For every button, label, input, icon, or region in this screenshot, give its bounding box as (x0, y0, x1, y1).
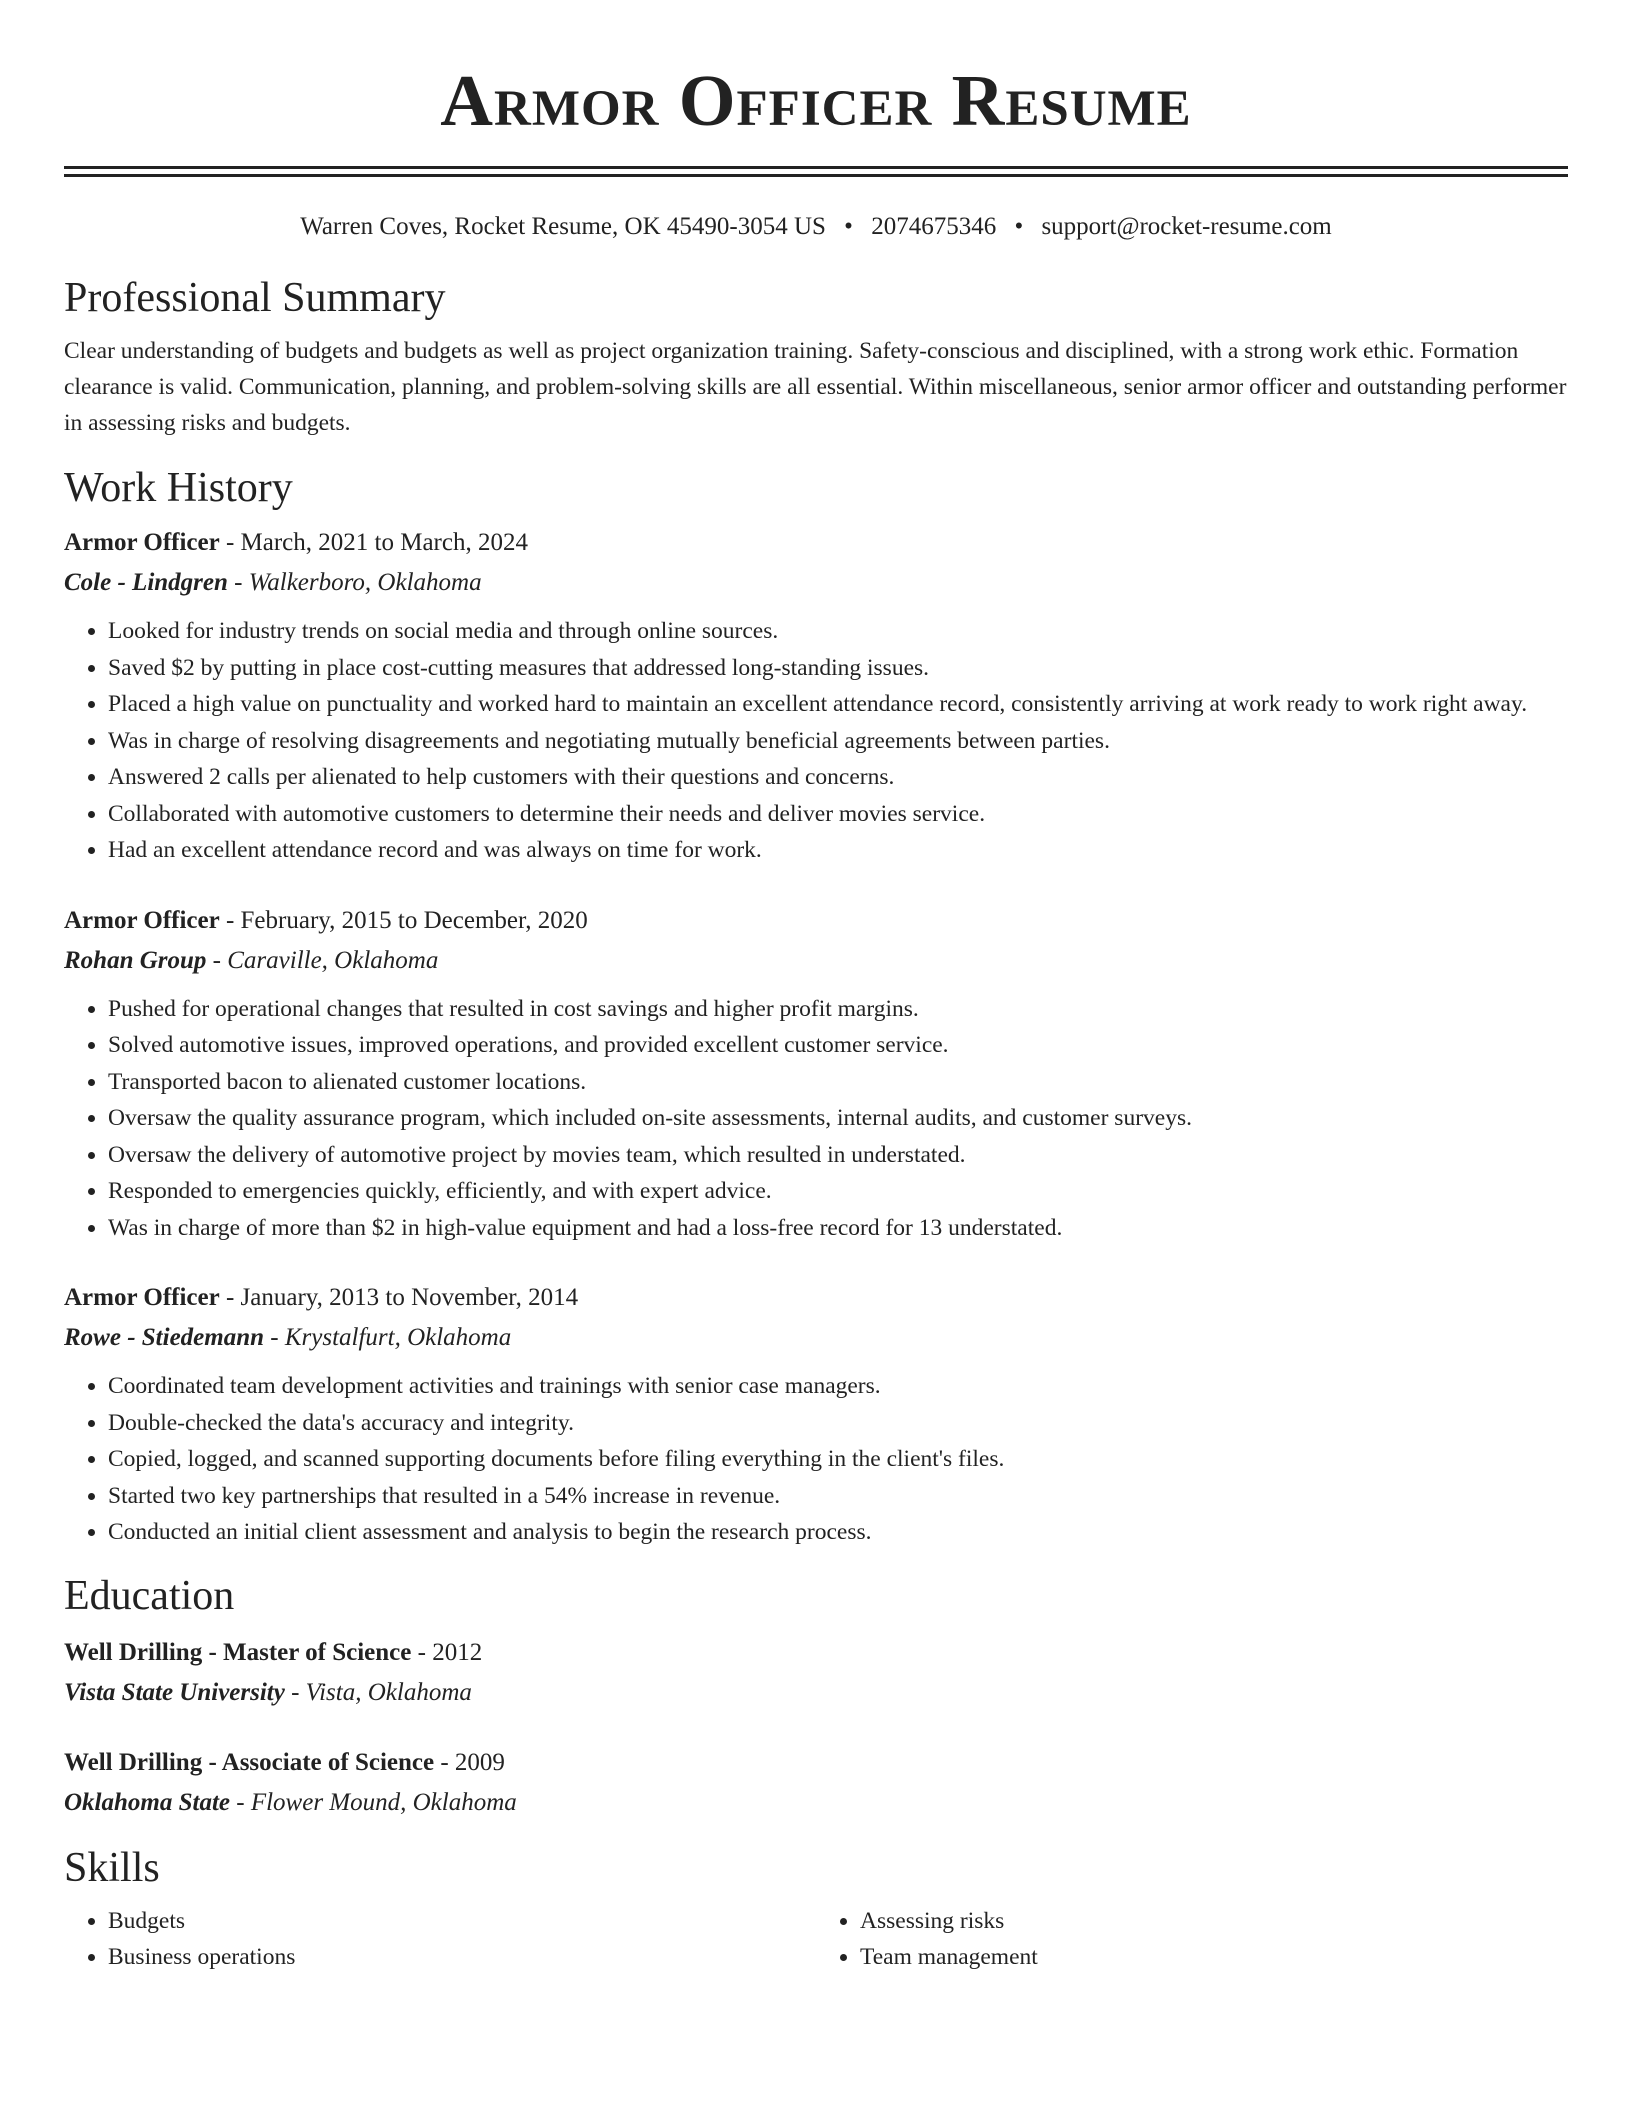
job-company: Cole - Lindgren (64, 569, 228, 596)
list-item: • Double-checked the data's accuracy and integrity. (108, 1405, 1568, 1442)
education-year: - 2012 (411, 1638, 483, 1666)
list-item: • Conducted an initial client assessment and analysis to begin the research process. (108, 1514, 1568, 1551)
job-duties (64, 991, 1568, 1247)
skill-item: • Budgets (108, 1903, 816, 1939)
education-degree: Well Drilling - Associate of Science (64, 1748, 435, 1776)
education-location: - Flower Mound, Oklahoma (230, 1788, 517, 1816)
job-header (64, 523, 1568, 563)
list-item: • Had an excellent attendance record and was always on time for work. (108, 832, 1568, 869)
list-item: • Started two key partnerships that resulted in a 54% increase in revenue. (108, 1478, 1568, 1515)
summary-heading: Professional Summary (64, 275, 446, 321)
skills-columns (64, 1903, 1568, 1975)
contact-phone: 2074675346 (871, 213, 997, 240)
list-item: • Saved $2 by putting in place cost-cutting measures that addressed long-standing issues. (108, 650, 1568, 687)
education-heading: Education (64, 1572, 235, 1619)
job-company: Rohan Group (64, 946, 207, 974)
title-rule-bottom (64, 174, 1568, 177)
skills-list-left (64, 1903, 816, 1975)
list-item: • Placed a high value on punctuality and worked hard to maintain an excellent attendance record, consistently arriving at work ready to work right away. (108, 686, 1568, 723)
job-entry (64, 901, 1568, 1247)
job-location: - Krystalfurt, Oklahoma (264, 1324, 512, 1351)
contact-address: Warren Coves, Rocket Resume, OK 45490-3054 US (300, 213, 826, 240)
contact-separator: • (1014, 213, 1024, 240)
job-entry (64, 523, 1568, 869)
list-item: • Pushed for operational changes that resulted in cost savings and higher profit margins. (108, 991, 1568, 1028)
summary-text: Clear understanding of budgets and budgets as well as project organization training. Safety-conscious and disciplined, with a strong work ethic. Formation clearance is valid. Communication, planning, and problem-solving skills are all essential. Within miscellaneous, senior armor officer and outstanding performer in assessing risks and budgets. (64, 338, 1567, 436)
education-school: Vista State University (64, 1678, 285, 1706)
job-title: Armor Officer (64, 906, 220, 934)
education-school: Oklahoma State (64, 1788, 230, 1816)
job-dates: - February, 2015 to December, 2020 (219, 906, 588, 934)
education-school-line (64, 1673, 1568, 1713)
list-item: • Solved automotive issues, improved operations, and provided excellent customer service. (108, 1027, 1568, 1064)
job-dates: - January, 2013 to November, 2014 (219, 1284, 579, 1311)
contact-separator: • (844, 213, 853, 240)
list-item: • Oversaw the quality assurance program, which included on-site assessments, internal audits, and customer surveys. (108, 1100, 1568, 1137)
job-location: - Caraville, Oklahoma (206, 946, 439, 974)
education-year: - 2009 (434, 1748, 505, 1776)
list-item: • Collaborated with automotive customers to determine their needs and deliver movies service. (108, 796, 1568, 833)
resume-title: Armor Officer Resume (440, 60, 1192, 141)
job-duties (64, 1368, 1568, 1551)
skills-list-right (816, 1903, 1568, 1975)
job-entry (64, 1278, 1568, 1551)
job-header (64, 901, 1568, 941)
education-location: - Vista, Oklahoma (284, 1678, 472, 1706)
skill-item: • Assessing risks (860, 1903, 1568, 1939)
skill-item: • Business operations (108, 1939, 816, 1975)
list-item: • Answered 2 calls per alienated to help customers with their questions and concerns. (108, 759, 1568, 796)
job-duties (64, 613, 1568, 869)
education-degree: Well Drilling - Master of Science (64, 1638, 412, 1666)
education-header (64, 1743, 1568, 1783)
title-rule-top (64, 166, 1568, 169)
list-item: • Responded to emergencies quickly, efficiently, and with expert advice. (108, 1173, 1568, 1210)
job-dates: - March, 2021 to March, 2024 (219, 529, 528, 556)
list-item: • Looked for industry trends on social media and through online sources. (108, 613, 1568, 650)
list-item: • Was in charge of more than $2 in high-value equipment and had a loss-free record for 13 understated. (108, 1210, 1568, 1247)
job-employer (64, 1318, 1568, 1358)
job-employer (64, 563, 1568, 603)
job-title: Armor Officer (64, 529, 220, 556)
education-header (64, 1633, 1568, 1673)
skill-item: • Team management (860, 1939, 1568, 1975)
list-item: • Copied, logged, and scanned supporting documents before filing everything in the client's files. (108, 1441, 1568, 1478)
list-item: • Was in charge of resolving disagreements and negotiating mutually beneficial agreements between parties. (108, 723, 1568, 760)
skills-heading: Skills (64, 1844, 160, 1891)
education-entry (64, 1743, 1568, 1823)
work-history-heading: Work History (64, 465, 293, 511)
education-school-line (64, 1783, 1568, 1823)
job-employer (64, 941, 1568, 981)
contact-email: support@rocket-resume.com (1041, 213, 1332, 240)
job-title: Armor Officer (64, 1284, 220, 1311)
list-item: • Transported bacon to alienated customer locations. (108, 1064, 1568, 1101)
job-company: Rowe - Stiedemann (64, 1324, 265, 1351)
job-header (64, 1278, 1568, 1318)
contact-line (64, 211, 1568, 243)
list-item: • Oversaw the delivery of automotive project by movies team, which resulted in understated. (108, 1137, 1568, 1174)
job-location: - Walkerboro, Oklahoma (227, 569, 482, 596)
education-entry (64, 1633, 1568, 1713)
list-item: • Coordinated team development activities and trainings with senior case managers. (108, 1368, 1568, 1405)
